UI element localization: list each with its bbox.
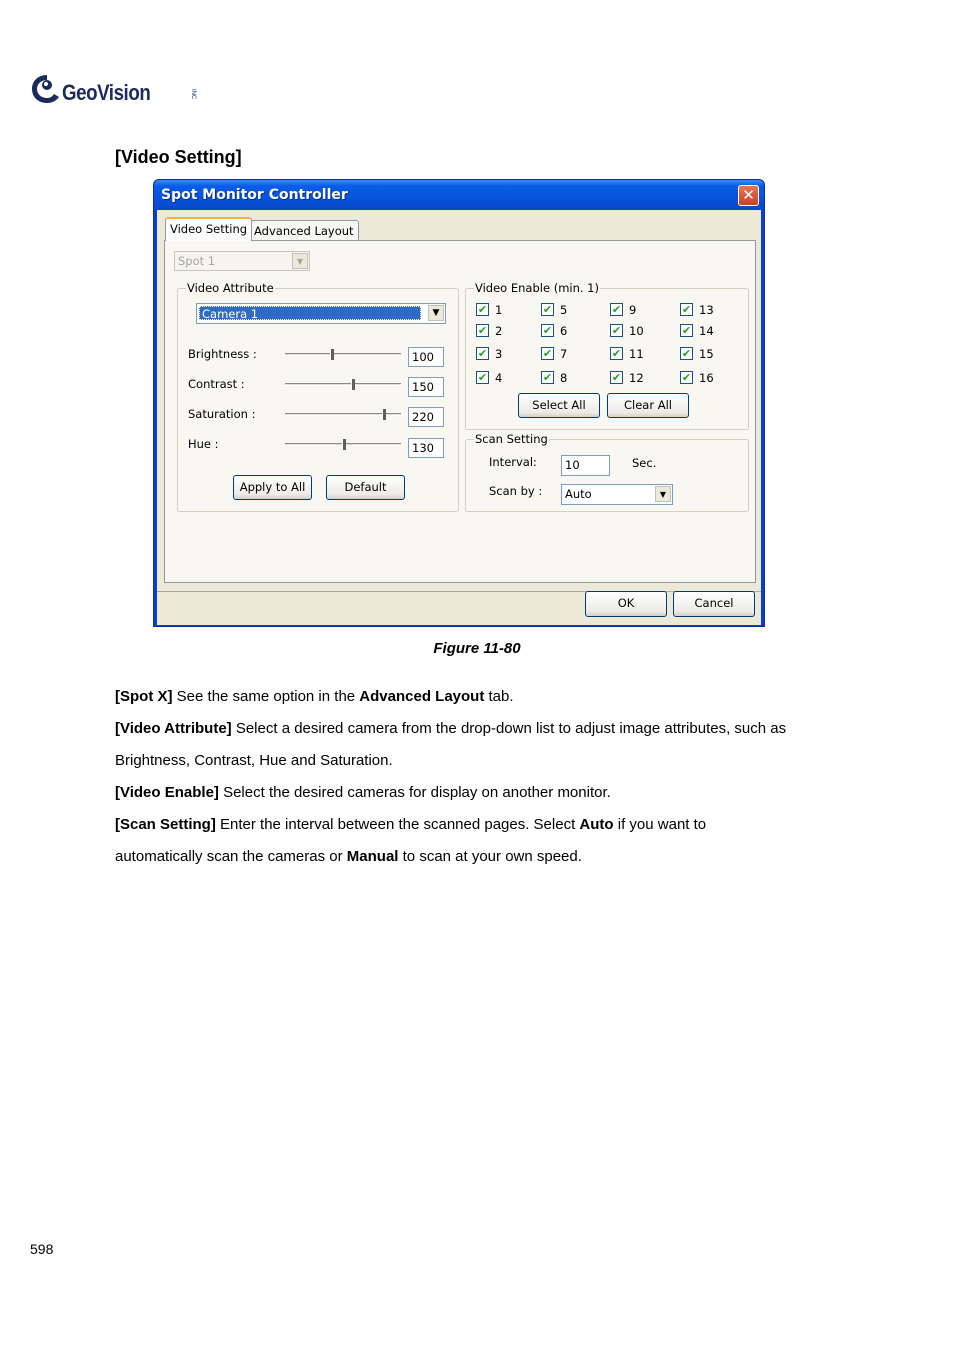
tab-panel [164,240,756,583]
hue-slider[interactable] [285,443,401,446]
checkbox-checked-icon[interactable]: ✔ [542,371,553,384]
para-scan-setting-line2 [115,841,875,873]
page-number: 598 [30,1241,54,1257]
tab-video-setting[interactable]: Video Setting [165,217,252,241]
brightness-slider[interactable] [285,353,401,356]
scan-by-select[interactable] [561,484,673,505]
slider-thumb[interactable] [330,349,334,360]
chevron-down-icon: ▼ [292,253,308,269]
geovision-swirl-icon [30,72,62,106]
camera-checkbox-label: 7 [560,347,568,361]
camera-checkbox-label: 1 [495,303,503,317]
logo-tm: INC [190,89,196,100]
para-bold: Advanced Layout [359,688,485,705]
para-bold: Manual [346,848,399,865]
video-attribute-title: Video Attribute [187,281,274,295]
camera-select-value: Camera 1 [199,306,421,320]
apply-to-all-button[interactable]: Apply to All [233,475,312,500]
camera-checkbox-label: 12 [629,371,644,385]
chevron-down-icon: ▼ [428,305,444,321]
video-enable-title: Video Enable (min. 1) [475,281,599,295]
para-bold: Auto [579,816,614,833]
camera-select[interactable] [196,303,446,324]
brightness-label: Brightness : [188,347,257,361]
checkbox-checked-icon[interactable]: ✔ [611,371,622,384]
sec-label: Sec. [632,456,657,470]
camera-checkbox-label: 6 [560,324,568,338]
title-bar [154,180,764,210]
para-text: to scan at your own speed. [398,848,582,865]
checkbox-checked-icon[interactable]: ✔ [477,303,488,316]
close-icon[interactable]: ✕ [738,185,759,206]
saturation-label: Saturation : [188,407,256,421]
term-scan-setting: [Scan Setting] [115,816,216,833]
geovision-logo [30,72,196,112]
slider-thumb[interactable] [351,379,355,390]
camera-checkbox-label: 4 [495,371,503,385]
hue-value[interactable]: 130 [408,438,444,458]
camera-checkbox-label: 9 [629,303,637,317]
checkbox-checked-icon[interactable]: ✔ [681,324,692,337]
select-all-button[interactable]: Select All [518,393,600,418]
brightness-value[interactable]: 100 [408,347,444,367]
saturation-slider[interactable] [285,413,401,416]
saturation-value[interactable]: 220 [408,407,444,427]
para-video-enable [115,777,875,809]
checkbox-checked-icon[interactable]: ✔ [542,303,553,316]
camera-checkbox-label: 10 [629,324,644,338]
hue-label: Hue : [188,437,219,451]
para-text: Select the desired cameras for display on another monitor. [218,784,611,801]
interval-input[interactable]: 10 [561,455,610,476]
camera-checkbox-label: 2 [495,324,503,338]
video-attribute-group [177,281,459,512]
para-text: if you want to [613,816,707,833]
clear-all-button[interactable]: Clear All [607,393,689,418]
scan-setting-title: Scan Setting [475,432,548,446]
camera-checkbox-label: 16 [699,371,714,385]
para-text: Enter the interval between the scanned pages. Select [215,816,580,833]
chevron-down-icon: ▼ [655,486,671,502]
cancel-button[interactable]: Cancel [673,591,755,617]
camera-checkbox-label: 3 [495,347,503,361]
slider-thumb[interactable] [342,439,346,450]
checkbox-checked-icon[interactable]: ✔ [681,371,692,384]
para-spot-x [115,681,875,713]
checkbox-checked-icon[interactable]: ✔ [681,347,692,360]
checkbox-checked-icon[interactable]: ✔ [542,347,553,360]
slider-thumb[interactable] [382,409,386,420]
camera-checkbox-label: 13 [699,303,714,317]
checkbox-checked-icon[interactable]: ✔ [611,303,622,316]
term-spot-x: [Spot X] [115,688,173,705]
para-text: automatically scan the cameras or [115,848,347,865]
interval-label: Interval: [489,455,537,469]
camera-checkbox-label: 11 [629,347,644,361]
spot-monitor-window [153,179,765,627]
term-video-enable: [Video Enable] [115,784,219,801]
default-button[interactable]: Default [326,475,405,500]
checkbox-checked-icon[interactable]: ✔ [611,347,622,360]
checkbox-checked-icon[interactable]: ✔ [611,324,622,337]
camera-checkbox-label: 14 [699,324,714,338]
para-text: Select a desired camera from the drop-down list to adjust image attributes, such as [231,720,787,737]
video-enable-group [465,281,749,430]
checkbox-checked-icon[interactable]: ✔ [542,324,553,337]
figure-caption: Figure 11-80 [433,640,521,657]
para-text: See the same option in the [172,688,360,705]
contrast-slider[interactable] [285,383,401,386]
section-heading: [Video Setting] [115,147,242,167]
ok-button[interactable]: OK [585,591,667,617]
checkbox-checked-icon[interactable]: ✔ [477,347,488,360]
logo-text: GeoVision [62,80,151,105]
contrast-label: Contrast : [188,377,245,391]
scan-by-label: Scan by : [489,484,543,498]
camera-checkbox-label: 8 [560,371,568,385]
term-video-attribute: [Video Attribute] [115,720,232,737]
tab-advanced-layout[interactable]: Advanced Layout [249,220,359,241]
scan-by-value: Auto [565,487,592,501]
checkbox-checked-icon[interactable]: ✔ [681,303,692,316]
contrast-value[interactable]: 150 [408,377,444,397]
divider [157,591,761,592]
window-client [157,210,761,625]
para-scan-setting [115,809,875,841]
spot-select[interactable] [174,251,310,271]
checkbox-checked-icon[interactable]: ✔ [477,324,488,337]
para-text: tab. [484,688,514,705]
para-video-attribute [115,713,875,745]
camera-checkbox-label: 5 [560,303,568,317]
checkbox-checked-icon[interactable]: ✔ [477,371,488,384]
scan-setting-group [465,432,749,512]
window-title: Spot Monitor Controller [161,187,348,203]
para-video-attribute-line2: Brightness, Contrast, Hue and Saturation. [115,752,393,769]
spot-select-value: Spot 1 [178,254,216,268]
camera-checkbox-label: 15 [699,347,714,361]
